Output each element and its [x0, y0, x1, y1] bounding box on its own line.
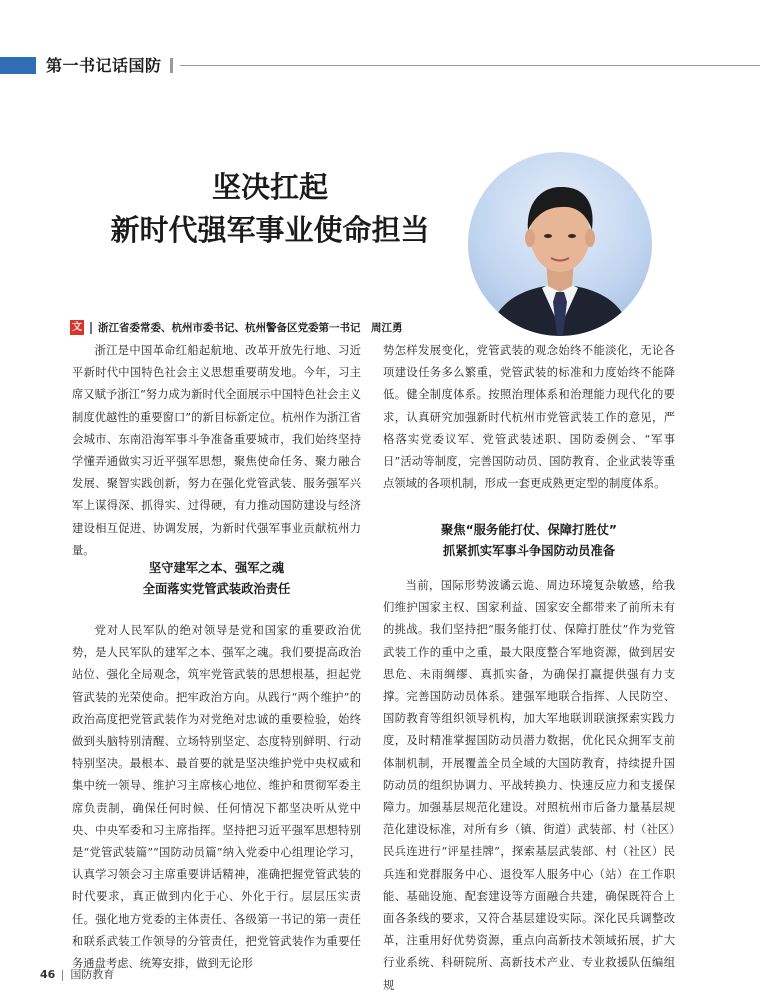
section2-text: 当前，国际形势波谲云诡、周边环境复杂敏感，给我们维护国家主权、国家利益、国家安全都带来了前所未有的挑战。我们坚持把“服务能打仗、保障打胜仗”作为党管武装工作的重中之重，最大限度整合军地资源，做到居安思危、未雨绸缪、真抓实备，为确保打赢提供强有力支撑。完善国防动员体系。建强军地联合指挥、人民防空、国防教育等组织领导机构，加大军地联训联演探索实践力度，及时精准掌握国防动员潜力数据，优化民众拥军支前体制机制，开展覆盖全员全域的大国防教育，持续提升国防动员的组织协调力、平战转换力、快速反应力和支援保障力。加强基层规范化建设。对照杭州市后备力量基层规范化建设标准，对所有乡（镇、街道）武装部、村（社区）民兵连进行“评星挂牌”，探索基层武装部、村（社区）民兵连和党群服务中心、退役军人服务中心（站）在工作职能、基础设施、配套建设等方面融合共建，确保既符合上面各条线的要求，又符合基层建设实际。深化民兵调整改革，注重用好优势资源，重点向高新技术领域拓展，扩大行业系统、科研院所、高新技术产业、专业救援队伍编组规: [383, 579, 675, 992]
column2-continuation: [383, 340, 675, 495]
intro-paragraph: [72, 340, 361, 562]
byline-tag: 文: [72, 322, 82, 333]
section1-text: 党对人民军队的绝对领导是党和国家的重要政治优势，是人民军队的建军之本、强军之魂。我们要提高政治站位、强化全局观念，筑牢党管武装的思想根基，担起党管武装的光荣使命。把牢政治方向。从践行“两个维护”的政治高度把党管武装作为对党绝对忠诚的重要检验，始终做到头脑特别清醒、立场特别坚定、态度特别鲜明、行动特别坚决。最根本、最首要的就是坚决维护党中央权威和集中统一领导、维护习主席核心地位、维护和贯彻军委主席负责制，确保任何时候、任何情况下都坚决听从党中央、中央军委和习主席指挥。坚持把习近平强军思想特别是“党管武装篇”“国防动员篇”纳入党委中心组理论学习，认真学习领会习主席重要讲话精神，准确把握党管武装的时代要求，真正做到内化于心、外化于行。层层压实责任。强化地方党委的主体责任、各级第一书记的第一责任和联系武装工作领导的分管责任，把党管武装作为重要任务通盘考虑、统筹安排，做到无论形: [72, 624, 361, 971]
byline: [70, 320, 403, 336]
intro-text: 浙江是中国革命红船起航地、改革开放先行地、习近平新时代中国特色社会主义思想重要萌发地。今年，习主席又赋予浙江“努力成为新时代全面展示中国特色社会主义制度优越性的重要窗口”的新目标新定位。杭州作为浙江省会城市、东南沿海军事斗争准备重要城市，我们始终坚持学懂弄通做实习近平强军思想，聚焦使命任务、聚力融合发展、聚智实践创新，努力在强化党管武装、服务强军兴军上谋得深、抓得实、过得硬，有力推动国防建设与经济建设相互促进、协调发展，为新时代强军事业贡献杭州力量。: [72, 344, 361, 557]
magazine-name: 国防教育: [70, 968, 115, 981]
section1-heading: [72, 558, 361, 600]
section1-heading-line1: 坚守建军之本、强军之魂: [148, 561, 285, 575]
section2-heading-line2: 抓紧抓实军事斗争国防动员准备: [442, 544, 616, 558]
article-title: [40, 168, 500, 250]
section2-heading-line1: 聚焦“服务能打仗、保障打胜仗”: [440, 523, 618, 537]
author-portrait: [468, 152, 652, 336]
section1-heading-line2: 全面落实党管武装政治责任: [142, 582, 291, 596]
author-photo-illustration: [468, 152, 652, 336]
section-header-tick: [170, 58, 173, 73]
article-title-line1: 坚决扛起: [211, 170, 328, 204]
section-header-rule: [180, 65, 760, 66]
section-header-title: 第一书记话国防: [46, 56, 162, 75]
byline-text: 浙江省委常委、杭州市委书记、杭州警备区党委第一书记 周江勇: [98, 322, 403, 334]
article-title-line2: 新时代强军事业使命担当: [110, 213, 430, 247]
page-footer: [40, 966, 114, 982]
footer-divider: [62, 970, 63, 981]
column2-text: 势怎样发展变化，党管武装的观念始终不能淡化，无论各项建设任务多么繁重，党管武装的标准和力度始终不能降低。健全制度体系。按照治理体系和治理能力现代化的要求，认真研究加强新时代杭州市党管武装工作的意见，严格落实党委议军、党管武装述职、国防委例会、“军事日”活动等制度，完善国防动员、国防教育、企业武装等重点领域的各项机制，形成一套更成熟更定型的制度体系。: [383, 344, 675, 491]
section-header-bar: [0, 57, 36, 74]
byline-divider: [90, 322, 92, 334]
page-number: 46: [40, 968, 56, 981]
section2-heading: [383, 520, 675, 562]
section1-body: [72, 620, 361, 975]
section2-body: [383, 575, 675, 997]
